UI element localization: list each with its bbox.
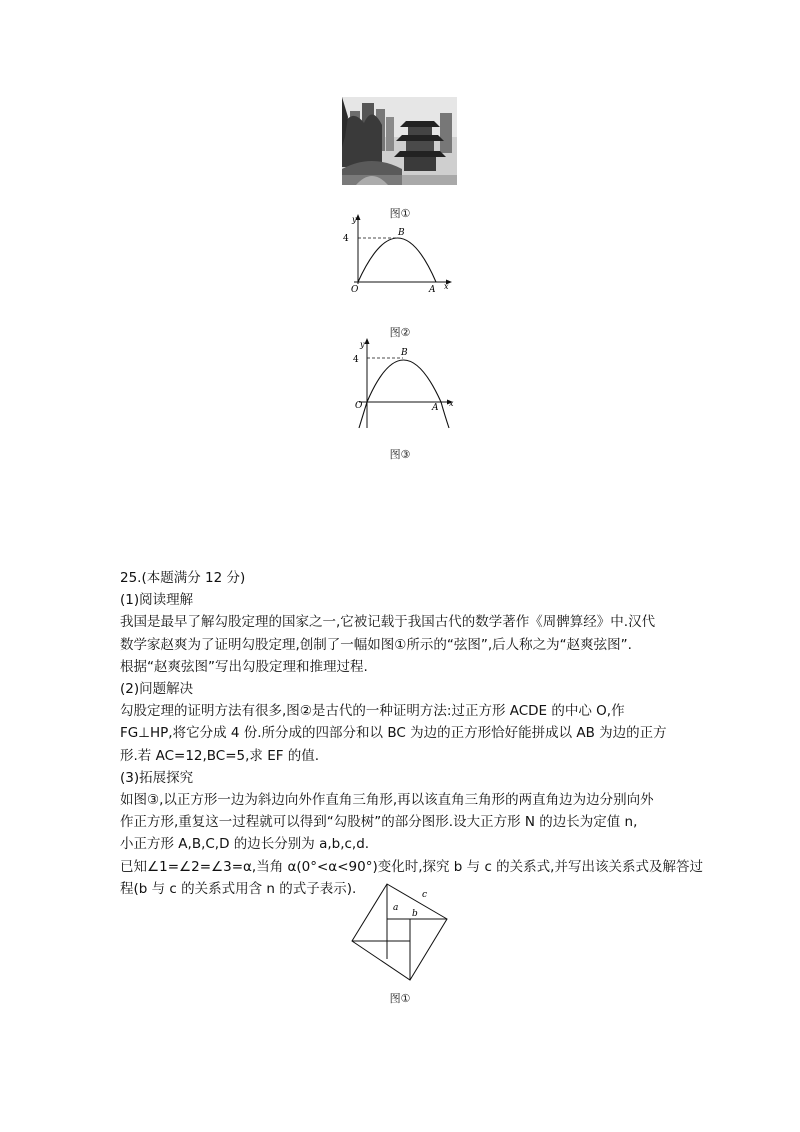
part2-line: 勾股定理的证明方法有很多,图②是古代的一种证明方法:过正方形 ACDE 的中心 O,作 (120, 703, 625, 720)
point-a-label: A (429, 285, 436, 295)
parabola-graph-3 (345, 336, 470, 431)
part3-title: (3)拓展探究 (120, 769, 194, 786)
label-a: a (393, 903, 399, 913)
part1-line: 根据“赵爽弦图”写出勾股定理和推理过程. (120, 658, 368, 675)
label-c: c (422, 890, 428, 900)
part1-line: 我国是最早了解勾股定理的国家之一,它被记载于我国古代的数学著作《周髀算经》中.汉代 (120, 614, 656, 631)
figure1-caption: 图① (389, 207, 411, 220)
problem-header: 25.(本题满分 12 分) (120, 570, 246, 586)
part3-line: 小正方形 A,B,C,D 的边长分别为 a,b,c,d. (120, 836, 370, 853)
origin-label: O (355, 401, 363, 411)
y-axis-label: y (352, 215, 357, 224)
part2-line: 形.若 AC=12,BC=5,求 EF 的值. (120, 747, 320, 764)
parabola-graph-2 (340, 210, 465, 295)
part3-line: 作正方形,重复这一过程就可以得到“勾股树”的部分图形.设大正方形 N 的边长为定值 n, (120, 814, 638, 831)
part3-line: 如图③,以正方形一边为斜边向外作直角三角形,再以该直角三角形的两直角边为边分别向外 (120, 792, 654, 809)
x-axis-label: x (449, 399, 454, 408)
part3-line: 已知∠1=∠2=∠3=α,当角 α(0°<α<90°)变化时,探究 b 与 c 的关系式,并写出该关系式及解答过 (120, 858, 703, 875)
y-value-label: 4 (353, 355, 359, 365)
origin-label: O (351, 285, 359, 295)
x-axis-label: x (444, 282, 449, 291)
y-value-label: 4 (343, 234, 349, 244)
zhao-shuang-diagram (350, 883, 450, 983)
part1-line: 数学家赵爽为了证明勾股定理,创制了一幅如图①所示的“弦图”,后人称之为“赵爽弦图”. (120, 636, 632, 653)
point-b-label: B (398, 228, 405, 238)
part2-title: (2)问题解决 (120, 681, 194, 698)
point-a-label: A (432, 403, 439, 413)
figure4-caption: 图① (389, 992, 411, 1005)
part3-line: 程(b 与 c 的关系式用含 n 的式子表示). (120, 880, 357, 897)
figure2-caption: 图② (389, 326, 411, 339)
pavilion-photo (342, 97, 457, 185)
point-b-label: B (401, 348, 408, 358)
figure3-caption: 图③ (389, 448, 411, 461)
problem-25 (120, 567, 703, 900)
part1-title: (1)阅读理解 (120, 592, 194, 609)
part2-line: FG⊥HP,将它分成 4 份.所分成的四部分和以 BC 为边的正方形恰好能拼成以 AB 为边的正方 (120, 725, 667, 742)
y-axis-label: y (360, 340, 365, 349)
label-b: b (412, 909, 418, 919)
